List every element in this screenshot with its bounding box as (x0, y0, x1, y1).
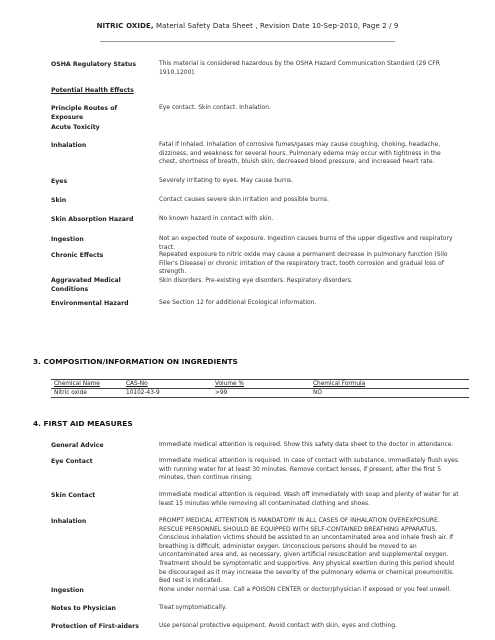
col-chemical-name: Chemical Name (51, 380, 123, 389)
label-notes-to-physician: Notes to Physician (51, 605, 116, 612)
value-ingestion-first-aid: None under normal use. Call a POISON CENTER or doctor/physician if exposed or you feel unwell. (159, 586, 452, 593)
value-skin-contact: Immediate medical attention is required. Wash off immediately with soap and plenty of water for at least 15 minutes while removing all contaminated clothing and shoes. (159, 491, 459, 507)
label-skin-contact: Skin Contact (51, 492, 96, 499)
cell-chemical-formula: NO (310, 389, 469, 398)
col-volume: Volume % (212, 380, 310, 389)
value-notes-to-physician: Treat symptomatically. (159, 604, 227, 611)
cell-cas-no: 10102-43-9 (123, 389, 212, 398)
label-ingestion: Ingestion (51, 236, 84, 243)
value-inhalation: Fatal if inhaled. Inhalation of corrosive fumes/gases may cause coughing, choking, headache, dizziness, and weakness for several hours. Pulmonary edema may occur with tightness in the chest, shortness of breath, bluish skin, decreased blood pressure, and increased heart rate. (159, 141, 441, 166)
label-osha-status: OSHA Regulatory Status (51, 61, 137, 68)
header-product: NITRIC OXIDE, (96, 22, 154, 30)
value-environmental-hazard: See Section 12 for additional Ecological information. (159, 299, 317, 306)
label-eye-contact: Eye Contact (51, 458, 93, 465)
label-aggravated-conditions: Aggravated Medical Conditions (51, 277, 121, 293)
header-details: Material Safety Data Sheet , Revision Date 10-Sep-2010, Page 2 / 9 (153, 22, 399, 30)
label-general-advice: General Advice (51, 442, 104, 449)
value-inhalation-first-aid: PROMPT MEDICAL ATTENTION IS MANDATORY IN ALL CASES OF INHALATION OVEREXPOSURE. RESCUE PERSONNEL SHOULD BE EQUIPPED WITH SELF-CONTAINED BREATHING APPARATUS. Conscious inhalation victims should be assisted to an uncontaminated area and inhale fresh air. If breathing is difficult, administer oxygen. Unconscious persons should be moved to an uncontaminated area and, as necessary, given artificial resuscitation and supplemental oxygen. Treatment should be symptomatic and supportive. Any physical exertion during this period should be discouraged as it may increase the severity of the pulmonary edema or chemical pneumonitis. Bed rest is indicated. (159, 517, 455, 585)
label-potential-health-effects: Potential Health Effects (51, 87, 134, 94)
value-chronic-effects: Repeated exposure to nitric oxide may cause a permanent decrease in pulmonary function (Silo Filler's Disease) or chronic irritation of the respiratory tract, tooth corrosion and gradual loss of strength. (159, 251, 448, 276)
value-protection-first-aiders: Use personal protective equipment. Avoid contact with skin, eyes and clothing. (159, 622, 397, 629)
value-ingestion: Not an expected route of exposure. Ingestion causes burns of the upper digestive and respiratory tract. (159, 235, 453, 251)
value-routes-of-exposure: Eye contact. Skin contact. Inhalation. (159, 104, 271, 111)
label-inhalation-first-aid: Inhalation (51, 518, 87, 525)
label-protection-first-aiders: Protection of First-aiders (51, 623, 139, 630)
cell-chemical-name: Nitric oxide (51, 389, 123, 398)
value-eyes: Severely irritating to eyes. May cause burns. (159, 177, 294, 184)
label-acute-toxicity: Acute Toxicity (51, 124, 100, 131)
value-skin-absorption: No known hazard in contact with skin. (159, 215, 274, 222)
ingredients-table (51, 379, 469, 398)
cell-volume: >99 (212, 389, 310, 398)
label-skin-absorption: Skin Absorption Hazard (51, 216, 134, 223)
label-chronic-effects: Chronic Effects (51, 252, 104, 259)
label-inhalation: Inhalation (51, 142, 87, 149)
value-skin: Contact causes severe skin irritation and possible burns. (159, 196, 329, 203)
label-eyes: Eyes (51, 178, 68, 185)
value-eye-contact: Immediate medical attention is required. In case of contact with substance, immediately flush eyes with running water for at least 30 minutes. Remove contact lenses, if present, after the first 5 minutes, then continue rinsing. (159, 457, 458, 482)
table-row (51, 389, 469, 398)
page-header (0, 22, 495, 30)
value-aggravated-conditions: Skin disorders. Pre-existing eye disorders. Respiratory disorders. (159, 277, 353, 284)
col-chemical-formula: Chemical Formula (310, 380, 469, 389)
section-3-title: 3. COMPOSITION/INFORMATION ON INGREDIENTS (33, 357, 238, 366)
section-4-title: 4. FIRST AID MEASURES (33, 419, 133, 428)
value-osha-status: This material is considered hazardous by the OSHA Hazard Communication Standard (29 CFR 1910.1200). (159, 60, 440, 76)
label-routes-of-exposure: Principle Routes of Exposure (51, 105, 118, 121)
label-environmental-hazard: Environmental Hazard (51, 300, 129, 307)
label-ingestion-first-aid: Ingestion (51, 587, 84, 594)
header-divider (100, 41, 395, 42)
label-skin: Skin (51, 197, 67, 204)
col-cas-no: CAS-No (123, 380, 212, 389)
value-general-advice: Immediate medical attention is required. Show this safety data sheet to the doctor in attendance. (159, 441, 454, 448)
table-header-row (51, 380, 469, 389)
